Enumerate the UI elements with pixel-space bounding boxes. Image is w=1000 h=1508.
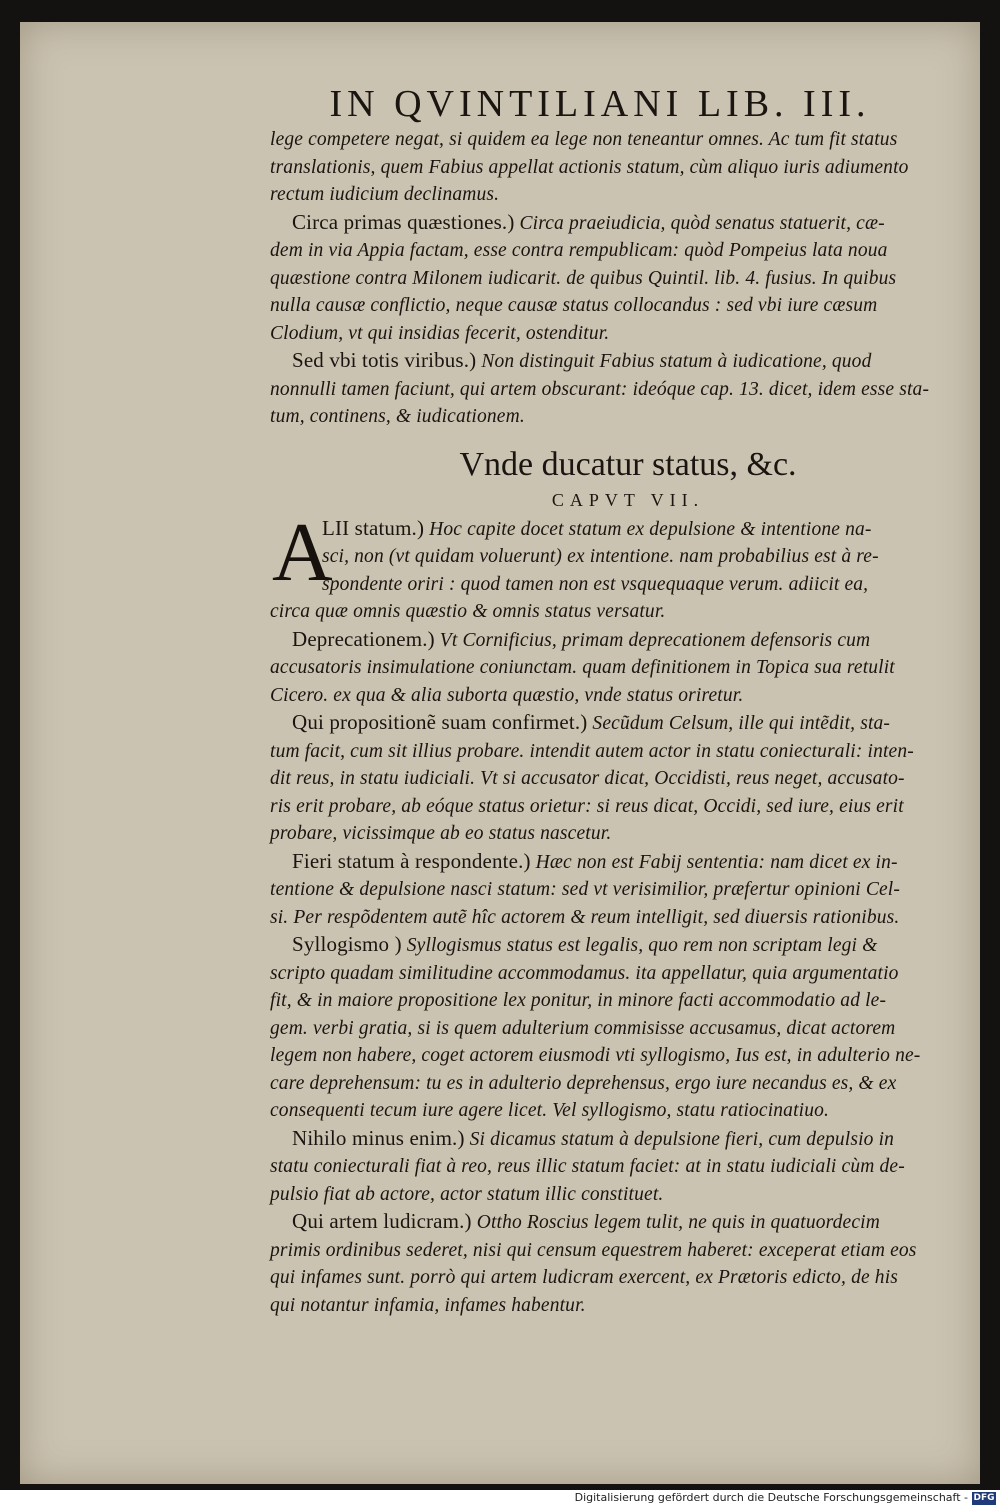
line-text: tum facit, cum sit illius probare. intendit autem actor in statu coniecturali: inten- (270, 740, 914, 762)
dfg-logo: DFG (973, 1493, 995, 1503)
line-text: spondente oriri : quod tamen non est vsquequaque verum. adiicit ea, (322, 573, 869, 595)
line-text: tentione & depulsione nasci statum: sed vt verisimilior, præfertur opinioni Cel- (270, 879, 900, 900)
line-text: Hæc non est Fabij sententia: nam dicet ex in- (530, 851, 898, 873)
line-text: qui notantur infamia, infames habentur. (270, 1294, 586, 1316)
text-line (270, 403, 970, 431)
line-text: Si dicamus statum à depulsione fieri, cum depulsio in (464, 1128, 895, 1150)
line-text: circa quæ omnis quæstio & omnis status versatur. (270, 601, 666, 622)
text-line (270, 320, 970, 348)
text-line (270, 376, 970, 404)
text-line (270, 1208, 970, 1237)
text-line (270, 904, 970, 932)
line-text: statu coniecturali fiat à reo, reus illic statum faciet: at in statu iudiciali cùm de- (270, 1156, 905, 1177)
text-line (270, 682, 970, 710)
lemma: Fieri statum à respondente.) (292, 848, 531, 873)
line-text: lege competere negat, si quidem ea lege non teneantur omnes. Ac tum fit status (270, 129, 898, 150)
text-line (270, 1292, 970, 1320)
line-text: primis ordinibus sederet, nisi qui censum equestrem haberet: exceperat etiam eos (270, 1239, 917, 1261)
line-text: gem. verbi gratia, si is quem adulterium commisisse accusamus, dicat actorem (270, 1017, 896, 1039)
line-text: translationis, quem Fabius appellat actionis statum, cùm aliquo iuris adiumento (270, 156, 909, 178)
text-line (270, 848, 970, 877)
text-line (270, 738, 970, 766)
running-head: IN QVINTILIANI LIB. III. (329, 83, 871, 125)
line-text: Syllogismus status est legalis, quo rem non scriptam legi & (401, 935, 878, 956)
line-text: ris erit probare, ab eóque status orietur: si reus dicat, Occidi, sed iure, eius erit (270, 795, 904, 817)
line-text: qui infames sunt. porrò qui artem ludicram exercent, ex Prætoris edicto, de his (270, 1267, 899, 1288)
text-line (270, 626, 970, 655)
text-lines-after (270, 598, 970, 1319)
line-text: dem in via Appia factam, esse contra rempublicam: quòd Pompeius lata noua (270, 240, 888, 261)
text-line (270, 960, 970, 988)
line-text: Clodium, vt qui insidias fecerit, ostenditur. (270, 322, 610, 344)
line-text: consequenti tecum iure agere licet. Vel syllogismo, statu ratiocinatiuo. (270, 1100, 830, 1121)
lemma: Deprecationem.) (292, 626, 435, 651)
lemma: Nihilo minus enim.) (292, 1125, 465, 1150)
line-text: nulla causæ conflictio, neque causæ status collocandus : sed vbi iure cæsum (270, 295, 878, 316)
line-text: Hoc capite docet statum ex depulsione & intentione na- (424, 518, 872, 540)
text-line (270, 265, 970, 293)
line-text: pulsio fiat ab actore, actor statum illic constituet. (270, 1183, 664, 1205)
line-text: legem non habere, coget actorem eiusmodi vti syllogismo, Ius est, in adulterio ne- (270, 1045, 921, 1066)
lemma: Qui propositionẽ suam confirmet.) (292, 710, 588, 734)
text-line (270, 654, 970, 682)
lemma: Syllogismo ) (292, 932, 402, 956)
text-line (270, 765, 970, 793)
line-text: si. Per respõdentem autẽ hîc actorem & reum intelligit, sed diuersis rationibus. (270, 906, 900, 928)
text-line (270, 1097, 970, 1125)
text-line (270, 931, 970, 960)
chapter-number: CAPVT VII. (551, 489, 705, 510)
dropcap-paragraph (270, 505, 970, 599)
lemma: LII statum.) (322, 515, 425, 540)
text-line (270, 237, 970, 265)
line-text: Cicero. ex qua & alia suborta quæstio, vnde status oriretur. (270, 684, 744, 706)
text-line (270, 820, 970, 848)
text-line (270, 1181, 970, 1209)
text-line (270, 1153, 970, 1181)
text-line (270, 154, 970, 182)
text-line (270, 209, 970, 238)
line-text: Secũdum Celsum, ille qui intẽdit, sta- (587, 713, 891, 734)
text-line (270, 292, 970, 320)
line-text: Non distinguit Fabius statum à iudicatione, quod (476, 351, 872, 372)
line-text: nonnulli tamen faciunt, qui artem obscurant: ideóque cap. 13. dicet, idem esse sta- (270, 378, 930, 400)
text-line (270, 876, 970, 904)
dropcap-lines (270, 515, 970, 599)
lemma: Circa primas quæstiones.) (292, 209, 515, 234)
lemma: Sed vbi totis viribus.) (292, 348, 477, 372)
line-text: sci, non (vt quidam voluerunt) ex intentione. nam probabilius est à re- (322, 546, 879, 567)
text-line (270, 181, 970, 209)
text-line (270, 515, 970, 544)
text-line (270, 126, 970, 154)
text-line (270, 1264, 970, 1292)
line-text: tum, continens, & iudicationem. (270, 406, 525, 427)
line-text: fit, & in maiore propositione lex ponitur, in minore facti accommodatio ad le- (270, 990, 887, 1011)
line-text: care deprehensum: tu es in adulterio deprehensus, ergo iure necandus es, & ex (270, 1072, 897, 1094)
line-text: Ottho Roscius legem tulit, ne quis in quatuordecim (471, 1212, 880, 1233)
line-text: dit reus, in statu iudiciali. Vt si accusator dicat, Occidisti, reus neget, accusato- (270, 768, 905, 789)
text-line (270, 1125, 970, 1154)
footer-credit: Digitalisierung gefördert durch die Deutsche Forschungsgemeinschaft - (574, 1491, 968, 1504)
line-text: quæstione contra Milonem iudicarit. de quibus Quintil. lib. 4. fusius. In quibus (270, 267, 897, 289)
line-text: accusatoris insimulatione coniunctam. quam definitionem in Topica sua retulit (270, 657, 895, 678)
text-line (270, 987, 970, 1015)
text-line (270, 347, 970, 376)
text-line (270, 543, 970, 571)
drop-cap-letter: A (272, 505, 333, 599)
text-line (270, 709, 970, 738)
text-line (270, 1015, 970, 1043)
text-line (270, 1042, 970, 1070)
text-line (270, 1070, 970, 1098)
line-text: Vt Cornificius, primam deprecationem defensoris cum (434, 629, 871, 651)
commentary-text (270, 126, 970, 1319)
text-line (270, 1237, 970, 1265)
line-text: scripto quadam similitudine accommodamus. ita appellatur, quia argumentatio (270, 962, 899, 984)
line-text: probare, vicissimque ab eo status nascetur. (270, 823, 612, 844)
chapter-heading: Vnde ducatur status, &c. (459, 445, 797, 483)
line-text: Circa praeiudicia, quòd senatus statuerit, cæ- (514, 212, 885, 234)
text-line (270, 598, 970, 626)
line-text: rectum iudicium declinamus. (270, 184, 500, 205)
lemma: Qui artem ludicram.) (292, 1209, 472, 1233)
text-line (270, 793, 970, 821)
text-line (270, 571, 970, 599)
text-lines-before (270, 126, 970, 431)
